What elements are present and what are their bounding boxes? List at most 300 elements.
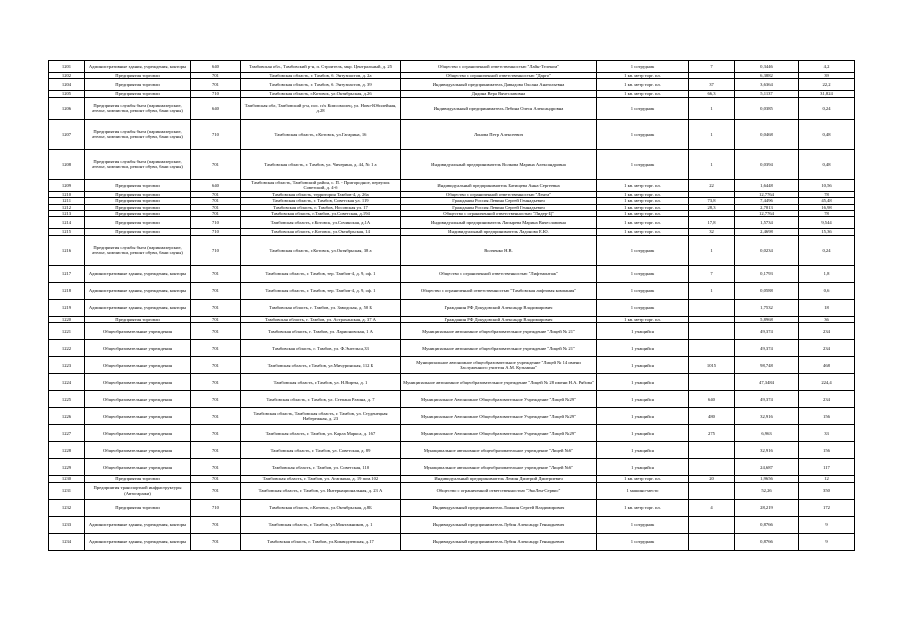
cell-addr: Тамбовская область, г. Тамбов, ул.Киквидзевская, д.17 [241, 533, 401, 550]
table-row [49, 61, 855, 73]
cell-id: 1230 [49, 476, 85, 482]
cell-addr: Тамбовская область, г.Котовск, ул.Октябрьская, 38 а [241, 235, 401, 265]
cell-addr: Тамбовская область, г. Тамбов, Советская ул. 119 [241, 198, 401, 204]
cell-name: Предприятия торговли [85, 476, 191, 482]
cell-org: Муниципальное автономное общеобразовательное учреждение "Лицей №6" [401, 442, 597, 459]
cell-vol: 39 [799, 73, 855, 79]
cell-addr: Тамбовская область, г. Тамбов, ул. Астраханская, д. 37 А [241, 316, 401, 322]
cell-norm: 5,8968 [735, 316, 799, 322]
cell-name: Административные здания, учреждения, конторы [85, 516, 191, 533]
cell-count: 66,3 [689, 91, 735, 97]
cell-unit: 1 сотрудник [597, 282, 689, 299]
cell-code: 710 [191, 499, 241, 516]
cell-norm: 32,916 [735, 442, 799, 459]
cell-unit: 1 учащийся [597, 408, 689, 425]
cell-name: Предприятия торговли [85, 229, 191, 235]
cell-norm: 3,6364 [735, 79, 799, 91]
cell-org: Индивидуальный предприниматель Ладонова Е.Ю. [401, 229, 597, 235]
cell-norm: 0,8766 [735, 533, 799, 550]
cell-id: 1233 [49, 516, 85, 533]
cell-count: 37 [689, 79, 735, 91]
cell-count: 20 [689, 476, 735, 482]
table-row [49, 235, 855, 265]
cell-id: 1209 [49, 179, 85, 191]
cell-id: 1218 [49, 282, 85, 299]
table-row [49, 282, 855, 299]
cell-addr: Тамбовская область, г. Тамбов, ул. Степана Разина, д. 7 [241, 391, 401, 408]
cell-count [689, 323, 735, 340]
cell-addr: Тамбовская область, г. Тамбов, ул. Советская, 110 [241, 459, 401, 476]
cell-unit: 1 кв. метр торг. пл. [597, 73, 689, 79]
cell-norm: 0,3446 [735, 61, 799, 73]
cell-org: Общество с ограниченной ответственностью "ЭкоЛен-Сервис" [401, 482, 597, 499]
cell-count [689, 482, 735, 499]
cell-org: Муниципальное автономное общеобразовательное учреждение "Лицей №6" [401, 459, 597, 476]
cell-addr: Тамбовская область, г. Тамбов, ул. Интернациональная, д. 23 А [241, 482, 401, 499]
table-body [49, 61, 855, 551]
cell-org: Лонова Петр Алексеевич [401, 119, 597, 149]
cell-addr: Тамбовская область, г. Тамбов, ул. Заводская, д. 50 Б [241, 299, 401, 316]
cell-org: Индивидуальный предприниматель Волкова Марина Александровна [401, 149, 597, 179]
cell-addr: Тамбовская область, г. Тамбов, тер. Тамбов-4, д. 9, оф. 1 [241, 282, 401, 299]
cell-id: 1228 [49, 442, 85, 459]
cell-name: Общеобразовательные учреждения [85, 374, 191, 391]
cell-unit: 1 кв. метр торг. пл. [597, 79, 689, 91]
cell-name: Предприятия службы быта (парикмахерские, ателье, химчистки, ремонт обуви, бани сауны) [85, 119, 191, 149]
table-row [49, 323, 855, 340]
cell-org: Муниципальное Автономное Общеобразовательное Учреждение "Лицей №29" [401, 425, 597, 442]
table-row [49, 374, 855, 391]
cell-code: 710 [191, 217, 241, 229]
cell-unit: 1 кв. метр торг. пл. [597, 499, 689, 516]
cell-code: 701 [191, 459, 241, 476]
cell-code: 701 [191, 79, 241, 91]
cell-vol: 31,824 [799, 91, 855, 97]
cell-unit: 1 сотрудник [597, 516, 689, 533]
cell-addr: Тамбовская область, г.Котовск, ул.Сочинская, д.1А [241, 217, 401, 229]
cell-name: Административные здания, учреждения, конторы [85, 282, 191, 299]
cell-name: Предприятия торговли [85, 191, 191, 197]
cell-unit: 1 кв. метр торг. пл. [597, 191, 689, 197]
cell-count [689, 442, 735, 459]
cell-vol: 15,36 [799, 229, 855, 235]
cell-count: 73,8 [689, 198, 735, 204]
cell-name: Предприятия службы быта (парикмахерские, ателье, химчистки, ремонт обуви, бани сауны) [85, 235, 191, 265]
cell-id: 1212 [49, 204, 85, 210]
cell-org: Муниципальное автономное общеобразовательное учреждение "Лицей № 21" [401, 340, 597, 357]
table-row [49, 425, 855, 442]
cell-norm: 47,3484 [735, 374, 799, 391]
table-row [49, 97, 855, 119]
cell-org: Индивидуальный предприниматель Лубин Александр Геннадьевич [401, 516, 597, 533]
cell-code: 701 [191, 191, 241, 197]
cell-vol: 78 [799, 211, 855, 217]
cell-addr: Тамбовская область, г.Котовск, ул.Гагарина, 16 [241, 119, 401, 149]
cell-vol: 33 [799, 425, 855, 442]
cell-addr: Тамбовская область, г. Тамбов, тер. Тамбов-4, д. 9, оф. 1 [241, 265, 401, 282]
cell-org: Общество с ограниченной ответственностью "Тамбовская лифтовая компания" [401, 282, 597, 299]
cell-id: 1207 [49, 119, 85, 149]
cell-vol: 468 [799, 357, 855, 374]
cell-org: Гражданин РФ Докудовский Александр Владимирович [401, 299, 597, 316]
cell-norm: 98,748 [735, 357, 799, 374]
cell-code: 701 [191, 323, 241, 340]
cell-vol: 1,8 [799, 265, 855, 282]
cell-unit: 1 учащийся [597, 357, 689, 374]
cell-name: Общеобразовательные учреждения [85, 340, 191, 357]
cell-unit: 1 сотрудник [597, 61, 689, 73]
cell-code: 701 [191, 442, 241, 459]
cell-name: Предприятия транспортной инфраструктуры (Автогаражи) [85, 482, 191, 499]
cell-id: 1224 [49, 374, 85, 391]
cell-org: Гражданин Россия Левина Сергей Геннадьевич [401, 198, 597, 204]
cell-count: 640 [689, 391, 735, 408]
cell-vol: 172 [799, 499, 855, 516]
cell-vol: 45,48 [799, 198, 855, 204]
cell-norm: 32,916 [735, 408, 799, 425]
cell-id: 1229 [49, 459, 85, 476]
cell-norm: 0,0385 [735, 97, 799, 119]
cell-name: Общеобразовательные учреждения [85, 442, 191, 459]
cell-count: 275 [689, 425, 735, 442]
table-row [49, 217, 855, 229]
cell-count [689, 516, 735, 533]
table-row [49, 533, 855, 550]
cell-code: 701 [191, 425, 241, 442]
cell-addr: Тамбовская область, г. Тамбов, Носовская ул. 17 [241, 204, 401, 210]
cell-org: Муниципальное автономное общеобразовательное учреждение "Лицей № 28 имени Н.А. Рябова" [401, 374, 597, 391]
cell-code: 701 [191, 211, 241, 217]
cell-addr: Тамбовская область, территория Тамбов-4, д. 26а [241, 191, 401, 197]
cell-norm: 6,3882 [735, 73, 799, 79]
cell-vol: 234 [799, 391, 855, 408]
cell-norm: 7,4496 [735, 198, 799, 204]
cell-count: 1 [689, 119, 735, 149]
cell-norm: 1,6448 [735, 179, 799, 191]
cell-vol: 234 [799, 323, 855, 340]
cell-unit: 1 учащийся [597, 442, 689, 459]
cell-norm: 5,1137 [735, 91, 799, 97]
cell-org: Дядина Вера Вячеславовна [401, 91, 597, 97]
cell-unit: 1 кв. метр торг. пл. [597, 217, 689, 229]
cell-name: Предприятия торговли [85, 79, 191, 91]
cell-unit: 1 кв. метр торг. пл. [597, 179, 689, 191]
cell-code: 710 [191, 119, 241, 149]
cell-id: 1220 [49, 316, 85, 322]
cell-id: 1208 [49, 149, 85, 179]
cell-unit: 1 учащийся [597, 459, 689, 476]
cell-org: Индивидуальный предприниматель Лубин Александр Геннадьевич [401, 533, 597, 550]
cell-name: Административные здания, учреждения, конторы [85, 299, 191, 316]
table-row [49, 516, 855, 533]
cell-id: 1222 [49, 340, 85, 357]
cell-count: 1 [689, 282, 735, 299]
cell-code: 701 [191, 265, 241, 282]
cell-name: Общеобразовательные учреждения [85, 357, 191, 374]
cell-code: 701 [191, 516, 241, 533]
cell-name: Предприятия торговли [85, 211, 191, 217]
table-row [49, 299, 855, 316]
cell-norm: 49,374 [735, 323, 799, 340]
cell-unit: 1 учащийся [597, 340, 689, 357]
cell-addr: Тамбовская область, г. Тамбов, ул. Ф.Энгельса,33 [241, 340, 401, 357]
cell-addr: Тамбовская область, г. Тамбов, б. Энтузиастов, д. 39 [241, 79, 401, 91]
table-row [49, 459, 855, 476]
cell-code: 701 [191, 476, 241, 482]
cell-id: 1213 [49, 211, 85, 217]
cell-code: 701 [191, 340, 241, 357]
cell-org: Муниципальное Автономное Общеобразовательное Учреждение "Лицей №29" [401, 408, 597, 425]
cell-name: Общеобразовательные учреждения [85, 408, 191, 425]
cell-id: 1225 [49, 391, 85, 408]
cell-name: Административные здания, учреждения, конторы [85, 533, 191, 550]
cell-code: 701 [191, 533, 241, 550]
cell-code: 701 [191, 73, 241, 79]
cell-name: Административные здания, учреждения, конторы [85, 61, 191, 73]
cell-unit: 1 кв. метр торг. пл. [597, 476, 689, 482]
cell-code: 701 [191, 374, 241, 391]
cell-count: 17,8 [689, 217, 735, 229]
cell-addr: Тамбовская область, г. Тамбов, ул. Карла Маркса, д. 167 [241, 425, 401, 442]
cell-code: 701 [191, 357, 241, 374]
cell-id: 1226 [49, 408, 85, 425]
cell-addr: Тамбовская обл., Тамбовский р-н, п. Строитель, мкр. Центральный, д. 25 [241, 61, 401, 73]
cell-count [689, 299, 735, 316]
cell-addr: Тамбовская область, г. Тамбов, б. Энтузиастов, д. 2а [241, 73, 401, 79]
cell-addr: Тамбовская область, г. Тамбов, ул. Ларионовская, 1 А [241, 323, 401, 340]
cell-vol: 16,98 [799, 204, 855, 210]
cell-count: 7 [689, 265, 735, 282]
cell-name: Общеобразовательные учреждения [85, 323, 191, 340]
cell-addr: Тамбовская область, г.Котовск, ул.Октябрьская, 14 [241, 229, 401, 235]
table-row [49, 179, 855, 191]
cell-norm: 2,7813 [735, 204, 799, 210]
table-row [49, 357, 855, 374]
cell-vol: 224,4 [799, 374, 855, 391]
cell-norm: 24,687 [735, 459, 799, 476]
table-row [49, 391, 855, 408]
cell-unit: 1 кв. метр торг. пл. [597, 198, 689, 204]
cell-norm: 12,7764 [735, 211, 799, 217]
cell-count: 22 [689, 179, 735, 191]
cell-id: 1215 [49, 229, 85, 235]
cell-addr: Тамбовская область, г. Тамбов, ул. Чичерина, д. 44, № 1 а [241, 149, 401, 179]
cell-count: 1 [689, 97, 735, 119]
cell-vol: 22,2 [799, 79, 855, 91]
cell-org: Индивидуальный предприниматель Лемин Дмитрий Дмитриевич [401, 476, 597, 482]
cell-code: 640 [191, 97, 241, 119]
cell-vol: 0,24 [799, 235, 855, 265]
cell-code: 640 [191, 61, 241, 73]
cell-norm: 2,4698 [735, 229, 799, 235]
cell-code: 701 [191, 482, 241, 499]
table-row [49, 149, 855, 179]
cell-unit: 1 сотрудник [597, 265, 689, 282]
cell-org: Общество с ограниченной ответственностью "Дарго" [401, 73, 597, 79]
cell-norm: 0,0468 [735, 119, 799, 149]
cell-name: Предприятия торговли [85, 179, 191, 191]
cell-addr: Тамбовская область, Тамбовская область, г. Тамбов, ул. Студенецкая Набережная, д. 23 [241, 408, 401, 425]
cell-count: 1 [689, 235, 735, 265]
cell-id: 1211 [49, 198, 85, 204]
cell-unit: 1 учащийся [597, 391, 689, 408]
cell-org: Общество с ограниченной ответственностью "Лидер-Ц" [401, 211, 597, 217]
cell-unit: 1 сотрудник [597, 149, 689, 179]
cell-vol: 0,6 [799, 282, 855, 299]
cell-vol: 9 [799, 516, 855, 533]
cell-vol: 350 [799, 482, 855, 499]
cell-id: 1202 [49, 73, 85, 79]
cell-unit: 1 сотрудник [597, 119, 689, 149]
cell-code: 701 [191, 282, 241, 299]
cell-org: Индивидуальный предприниматель Ложкин Сергей Владимирович [401, 499, 597, 516]
cell-name: Предприятия службы быта (парикмахерские, ателье, химчистки, ремонт обуви, бани сауны) [85, 149, 191, 179]
cell-name: Общеобразовательные учреждения [85, 391, 191, 408]
cell-org: Индивидуальный предприниматель Давыдова Оксана Анатольевна [401, 79, 597, 91]
waste-objects-table [48, 60, 855, 551]
cell-vol: 9,544 [799, 217, 855, 229]
cell-norm: 6,963 [735, 425, 799, 442]
table-row [49, 499, 855, 516]
cell-id: 1231 [49, 482, 85, 499]
cell-org: Индивидуальный предприниматель Лапырева Марина Вячеславовна [401, 217, 597, 229]
cell-addr: Тамбовская область, г. Тамбов, ул.Монтажников, д. 1 [241, 516, 401, 533]
cell-norm: 28,219 [735, 499, 799, 516]
cell-code: 701 [191, 149, 241, 179]
cell-addr: Тамбовская область, г.Тамбов, ул.Мичуринская, 112 Б [241, 357, 401, 374]
cell-addr: Тамбовская обл, Тамбовский р-н, пос. п/х Комсомолец, ул. Ново-Юбилейная, д.28 [241, 97, 401, 119]
cell-addr: Тамбовская область, г.Котовск, ул.Октябрьская, д.26 [241, 91, 401, 97]
cell-count: 28,3 [689, 204, 735, 210]
cell-id: 1205 [49, 91, 85, 97]
cell-id: 1204 [49, 79, 85, 91]
cell-code: 640 [191, 179, 241, 191]
cell-vol: 10,56 [799, 179, 855, 191]
cell-norm: 0,0588 [735, 282, 799, 299]
cell-code: 701 [191, 204, 241, 210]
cell-unit: 1 сотрудник [597, 235, 689, 265]
cell-addr: Тамбовская область, г.Тамбов, ул.Советская, д.194 [241, 211, 401, 217]
cell-id: 1223 [49, 357, 85, 374]
cell-addr: Тамбовская область, Тамбовский район, с. П. - Пригородное, переулок Советский, д. 4-б [241, 179, 401, 191]
cell-unit: 1 сотрудник [597, 97, 689, 119]
cell-vol: 0,24 [799, 97, 855, 119]
cell-vol: 12 [799, 476, 855, 482]
cell-addr: Тамбовская область, г. Тамбов, ул. Советская, д. 89 [241, 442, 401, 459]
cell-norm: 49,374 [735, 340, 799, 357]
cell-unit: 1 сотрудник [597, 533, 689, 550]
cell-name: Предприятия торговли [85, 204, 191, 210]
cell-code: 710 [191, 229, 241, 235]
document-page [48, 60, 854, 551]
cell-norm: 1,5734 [735, 217, 799, 229]
cell-id: 1210 [49, 191, 85, 197]
cell-count [689, 459, 735, 476]
cell-id: 1216 [49, 235, 85, 265]
cell-vol: 234 [799, 340, 855, 357]
cell-vol: 4,2 [799, 61, 855, 73]
cell-count: 32 [689, 229, 735, 235]
cell-unit: 1 машино-место [597, 482, 689, 499]
cell-id: 1227 [49, 425, 85, 442]
cell-id: 1214 [49, 217, 85, 229]
cell-org: Индивидуальный предприниматель Лебина Олеся Александровна [401, 97, 597, 119]
cell-code: 710 [191, 91, 241, 97]
table-row [49, 79, 855, 91]
cell-org: Муниципальное Автономное Общеобразовательное Учреждение "Лицей №29" [401, 391, 597, 408]
cell-unit: 1 кв. метр торг. пл. [597, 229, 689, 235]
cell-name: Общеобразовательные учреждения [85, 459, 191, 476]
cell-norm: 0,0394 [735, 149, 799, 179]
cell-vol: 18 [799, 299, 855, 316]
cell-code: 701 [191, 198, 241, 204]
cell-unit: 1 кв. метр торг. пл. [597, 316, 689, 322]
table-row [49, 265, 855, 282]
cell-org: Общество с ограниченной ответственностью "Лента" [401, 191, 597, 197]
cell-count [689, 374, 735, 391]
cell-name: Предприятия торговли [85, 217, 191, 229]
cell-unit: 1 сотрудник [597, 299, 689, 316]
cell-name: Общеобразовательные учреждения [85, 425, 191, 442]
cell-name: Административные здания, учреждения, конторы [85, 265, 191, 282]
cell-id: 1206 [49, 97, 85, 119]
cell-name: Предприятия торговли [85, 499, 191, 516]
cell-norm: 1,9656 [735, 476, 799, 482]
cell-vol: 156 [799, 442, 855, 459]
cell-unit: 1 учащийся [597, 425, 689, 442]
cell-org: Индивидуальный предприниматель Батищева Анна Сергеевна [401, 179, 597, 191]
cell-norm: 0,0234 [735, 235, 799, 265]
table-row [49, 442, 855, 459]
cell-org: Общество с ограниченной ответственностью "Лайн-Телеком" [401, 61, 597, 73]
cell-code: 701 [191, 316, 241, 322]
cell-id: 1221 [49, 323, 85, 340]
cell-norm: 1,7532 [735, 299, 799, 316]
table-row [49, 340, 855, 357]
cell-norm: 52,26 [735, 482, 799, 499]
cell-code: 701 [191, 299, 241, 316]
cell-count: 7 [689, 61, 735, 73]
cell-name: Предприятия торговли [85, 73, 191, 79]
table-row [49, 408, 855, 425]
cell-addr: Тамбовская область, г. Тамбов, ул. Агапкина, д. 19 пом.102 [241, 476, 401, 482]
cell-vol: 9 [799, 533, 855, 550]
cell-count: 1015 [689, 357, 735, 374]
cell-id: 1217 [49, 265, 85, 282]
cell-org: Гражданин РФ Докудовский Александр Владимирович [401, 316, 597, 322]
cell-org: Муниципальное автономное общеобразовательное учреждение "Лицей № 21" [401, 323, 597, 340]
cell-name: Предприятия торговли [85, 316, 191, 322]
cell-name: Предприятия торговли [85, 198, 191, 204]
cell-vol: 156 [799, 408, 855, 425]
cell-vol: 0,48 [799, 149, 855, 179]
cell-addr: Тамбовская область, г.Котовск, ул.Октябрьская, д.8Б [241, 499, 401, 516]
cell-name: Предприятия службы быта (парикмахерские, ателье, химчистки, ремонт обуви, бани сауны) [85, 97, 191, 119]
cell-vol: 117 [799, 459, 855, 476]
cell-id: 1219 [49, 299, 85, 316]
cell-vol: 36 [799, 316, 855, 322]
cell-code: 701 [191, 391, 241, 408]
cell-vol: 0,48 [799, 119, 855, 149]
table-row [49, 119, 855, 149]
cell-count [689, 533, 735, 550]
cell-vol: 78 [799, 191, 855, 197]
cell-id: 1201 [49, 61, 85, 73]
cell-unit: 1 кв. метр торг. пл. [597, 204, 689, 210]
cell-unit: 1 кв. метр торг. пл. [597, 211, 689, 217]
cell-id: 1234 [49, 533, 85, 550]
cell-norm: 12,7764 [735, 191, 799, 197]
